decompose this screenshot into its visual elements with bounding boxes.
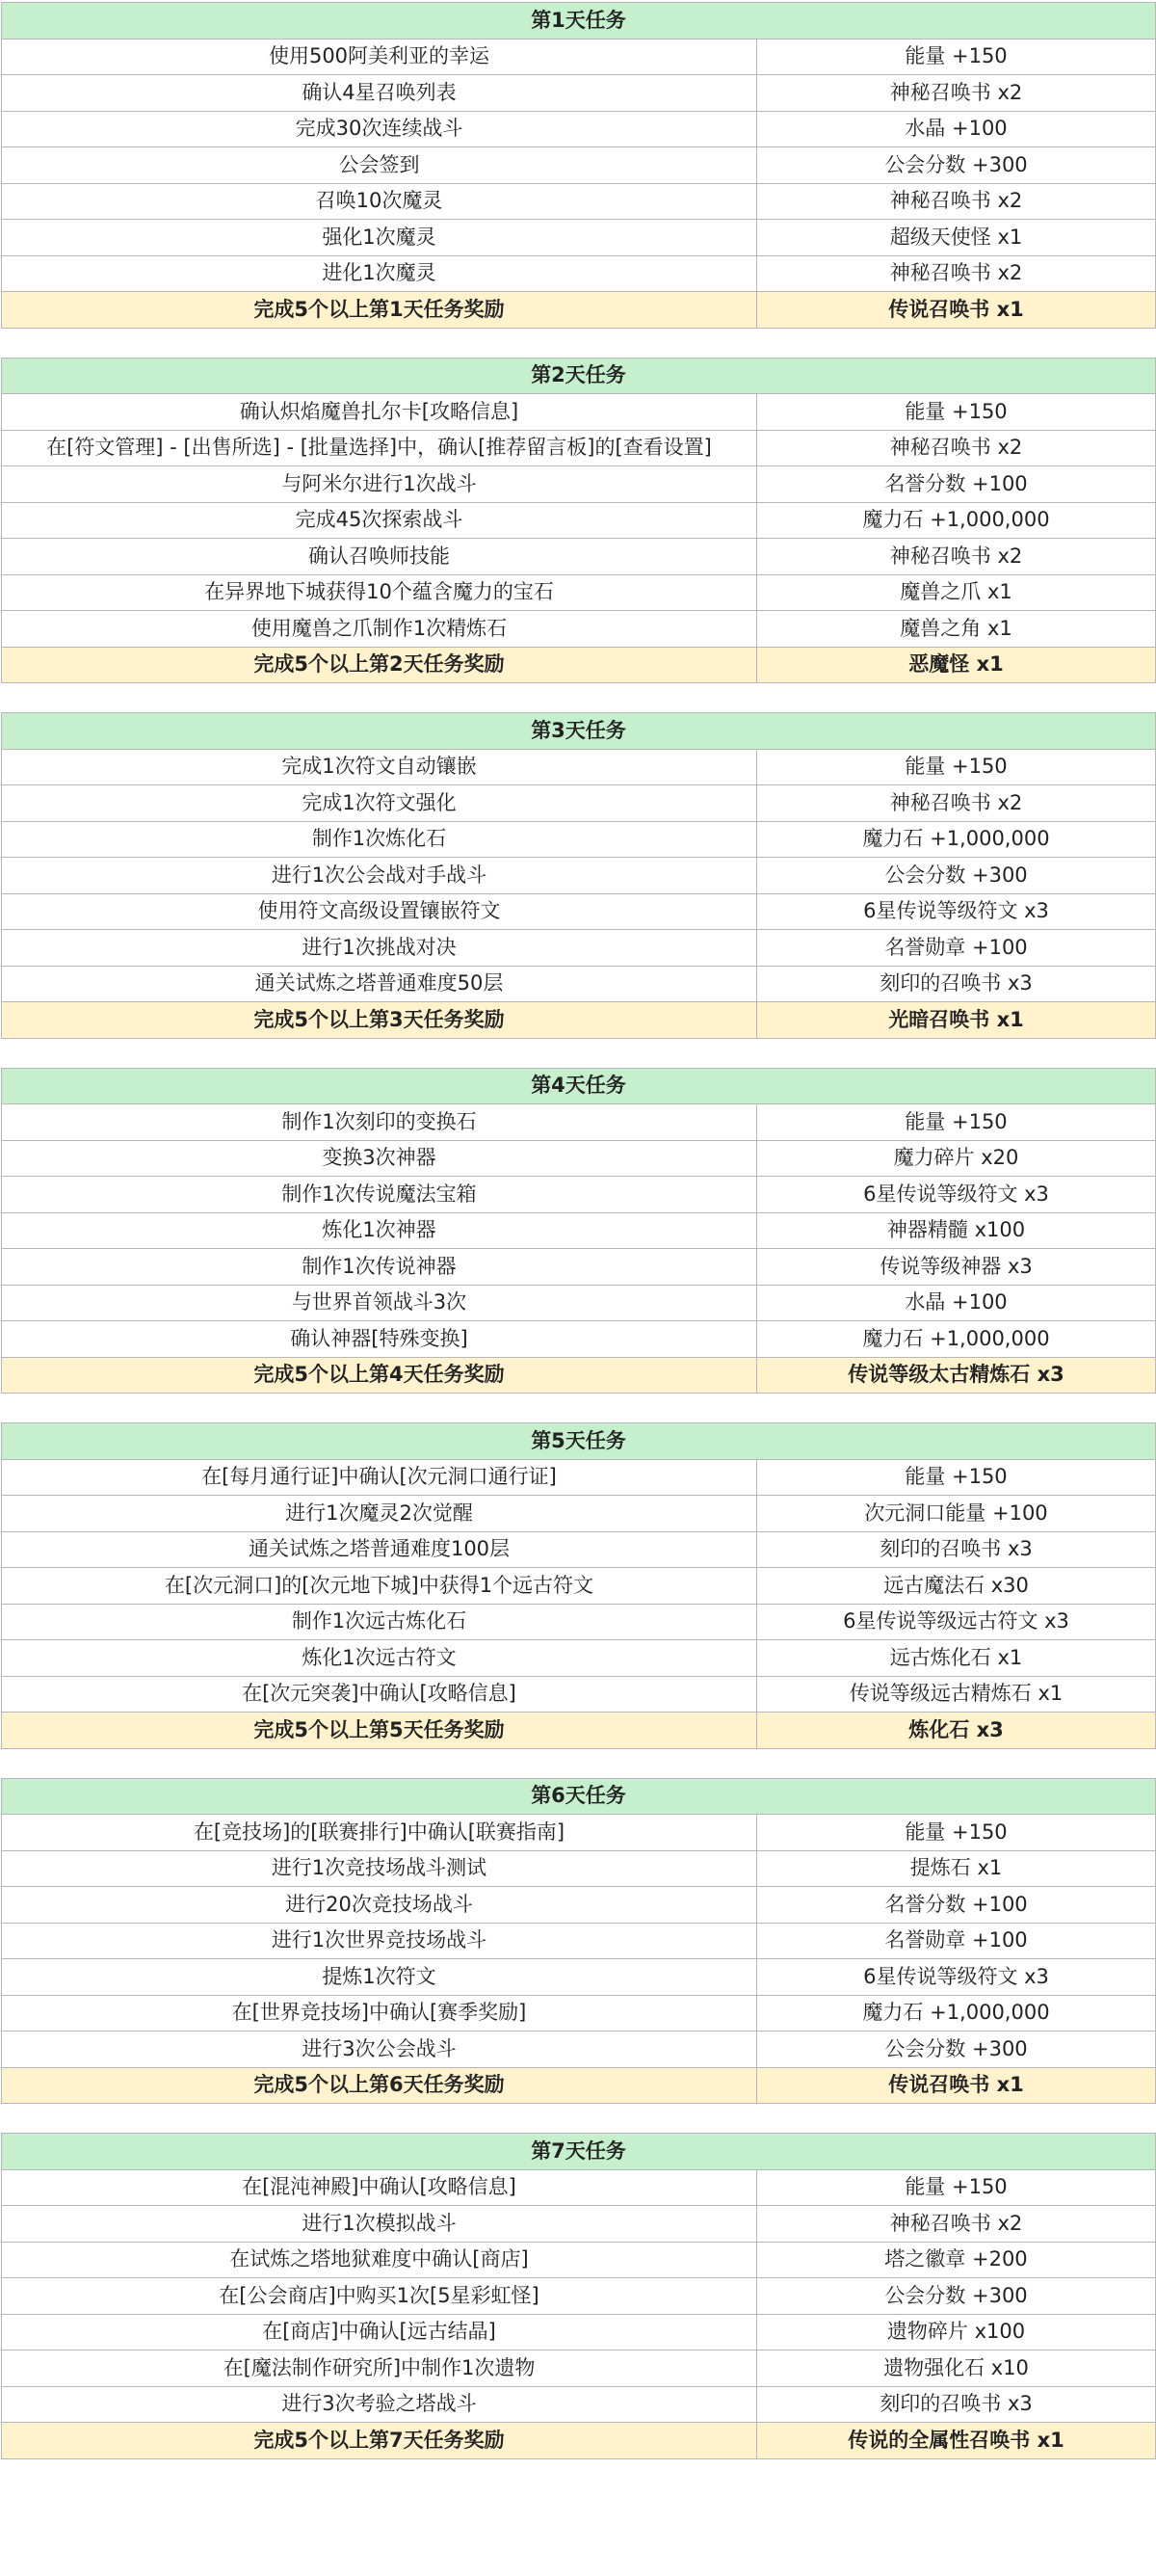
reward-cell: 神秘召唤书 x2 [757, 2206, 1156, 2243]
table-row [2, 1676, 1156, 1713]
table-row [2, 1850, 1156, 1887]
completion-reward-row [2, 1357, 1156, 1394]
table-row [2, 1104, 1156, 1141]
reward-cell: 魔力石 +1,000,000 [757, 1321, 1156, 1358]
completion-task-cell: 完成5个以上第2天任务奖励 [2, 647, 757, 683]
reward-cell: 刻印的召唤书 x3 [757, 2386, 1156, 2423]
table-header-row [2, 1068, 1156, 1104]
day-title: 第5天任务 [2, 1423, 1156, 1460]
completion-task-cell: 完成5个以上第3天任务奖励 [2, 1002, 757, 1039]
task-cell: 使用符文高级设置镶嵌符文 [2, 893, 757, 930]
reward-cell: 神秘召唤书 x2 [757, 183, 1156, 220]
table-row [2, 394, 1156, 431]
task-cell: 制作1次传说魔法宝箱 [2, 1177, 757, 1213]
task-cell: 进化1次魔灵 [2, 255, 757, 292]
day-1-mission-table [1, 2, 1156, 329]
table-header-row [2, 3, 1156, 40]
reward-cell: 神器精髓 x100 [757, 1212, 1156, 1249]
table-row [2, 2242, 1156, 2278]
table-row [2, 1321, 1156, 1358]
reward-cell: 公会分数 +300 [757, 858, 1156, 894]
task-cell: 进行1次挑战对决 [2, 930, 757, 967]
table-row [2, 111, 1156, 147]
table-row [2, 2278, 1156, 2315]
reward-cell: 传说等级远古精炼石 x1 [757, 1676, 1156, 1713]
reward-cell: 能量 +150 [757, 749, 1156, 785]
task-cell: 在[商店]中确认[远古结晶] [2, 2314, 757, 2350]
table-row [2, 785, 1156, 822]
task-cell: 进行3次考验之塔战斗 [2, 2386, 757, 2423]
day-title: 第2天任务 [2, 358, 1156, 394]
task-cell: 进行20次竞技场战斗 [2, 1887, 757, 1924]
task-cell: 在[次元突袭]中确认[攻略信息] [2, 1676, 757, 1713]
table-row [2, 430, 1156, 466]
task-cell: 在试炼之塔地狱难度中确认[商店] [2, 2242, 757, 2278]
task-cell: 在[公会商店]中购买1次[5星彩虹怪] [2, 2278, 757, 2315]
reward-cell: 能量 +150 [757, 1104, 1156, 1141]
reward-cell: 魔力碎片 x20 [757, 1140, 1156, 1177]
task-cell: 进行1次竞技场战斗测试 [2, 1850, 757, 1887]
reward-cell: 神秘召唤书 x2 [757, 75, 1156, 112]
task-cell: 强化1次魔灵 [2, 220, 757, 256]
table-row [2, 1459, 1156, 1496]
task-cell: 与阿米尔进行1次战斗 [2, 466, 757, 503]
table-row [2, 1177, 1156, 1213]
day-title: 第3天任务 [2, 713, 1156, 750]
task-cell: 完成1次符文自动镶嵌 [2, 749, 757, 785]
task-cell: 变换3次神器 [2, 1140, 757, 1177]
table-row [2, 574, 1156, 611]
completion-task-cell: 完成5个以上第6天任务奖励 [2, 2067, 757, 2104]
table-header-row [2, 1423, 1156, 1460]
reward-cell: 次元洞口能量 +100 [757, 1496, 1156, 1532]
day-5-mission-table [1, 1422, 1156, 1749]
table-row [2, 75, 1156, 112]
completion-reward-row [2, 2067, 1156, 2104]
task-cell: 在异界地下城获得10个蕴含魔力的宝石 [2, 574, 757, 611]
reward-cell: 能量 +150 [757, 2169, 1156, 2206]
task-cell: 在[竞技场]的[联赛排行]中确认[联赛指南] [2, 1815, 757, 1851]
reward-cell: 遗物强化石 x10 [757, 2350, 1156, 2387]
reward-cell: 刻印的召唤书 x3 [757, 1531, 1156, 1568]
task-cell: 制作1次炼化石 [2, 821, 757, 858]
task-cell: 召唤10次魔灵 [2, 183, 757, 220]
reward-cell: 神秘召唤书 x2 [757, 539, 1156, 575]
table-row [2, 2350, 1156, 2387]
table-row [2, 1285, 1156, 1321]
table-row [2, 502, 1156, 539]
task-cell: 确认4星召唤列表 [2, 75, 757, 112]
table-row [2, 2169, 1156, 2206]
day-title: 第6天任务 [2, 1778, 1156, 1815]
reward-cell: 提炼石 x1 [757, 1850, 1156, 1887]
reward-cell: 6星传说等级符文 x3 [757, 1177, 1156, 1213]
task-cell: 制作1次远古炼化石 [2, 1604, 757, 1640]
task-cell: 通关试炼之塔普通难度50层 [2, 966, 757, 1002]
task-cell: 在[次元洞口]的[次元地下城]中获得1个远古符文 [2, 1568, 757, 1605]
table-row [2, 2386, 1156, 2423]
table-header-row [2, 713, 1156, 750]
table-row [2, 1815, 1156, 1851]
reward-cell: 6星传说等级远古符文 x3 [757, 1604, 1156, 1640]
reward-cell: 魔兽之爪 x1 [757, 574, 1156, 611]
reward-cell: 传说等级神器 x3 [757, 1249, 1156, 1286]
day-4-mission-table [1, 1068, 1156, 1394]
reward-cell: 名誉勋章 +100 [757, 1923, 1156, 1959]
table-row [2, 255, 1156, 292]
task-cell: 进行1次模拟战斗 [2, 2206, 757, 2243]
day-2-mission-table [1, 358, 1156, 684]
reward-cell: 能量 +150 [757, 39, 1156, 75]
table-row [2, 611, 1156, 648]
completion-task-cell: 完成5个以上第7天任务奖励 [2, 2423, 757, 2459]
task-cell: 在[每月通行证]中确认[次元洞口通行证] [2, 1459, 757, 1496]
reward-cell: 公会分数 +300 [757, 2278, 1156, 2315]
table-row [2, 1959, 1156, 1996]
reward-cell: 远古魔法石 x30 [757, 1568, 1156, 1605]
day-title: 第7天任务 [2, 2134, 1156, 2170]
table-row [2, 821, 1156, 858]
completion-reward-cell: 传说召唤书 x1 [757, 292, 1156, 329]
completion-reward-cell: 炼化石 x3 [757, 1713, 1156, 1749]
reward-cell: 能量 +150 [757, 1459, 1156, 1496]
reward-cell: 塔之徽章 +200 [757, 2242, 1156, 2278]
reward-cell: 遗物碎片 x100 [757, 2314, 1156, 2350]
task-cell: 公会签到 [2, 147, 757, 184]
task-cell: 使用500阿美利亚的幸运 [2, 39, 757, 75]
table-row [2, 39, 1156, 75]
reward-cell: 刻印的召唤书 x3 [757, 966, 1156, 1002]
table-row [2, 1995, 1156, 2032]
table-row [2, 2314, 1156, 2350]
reward-cell: 公会分数 +300 [757, 147, 1156, 184]
table-row [2, 220, 1156, 256]
table-row [2, 1531, 1156, 1568]
reward-cell: 神秘召唤书 x2 [757, 255, 1156, 292]
day-title: 第1天任务 [2, 3, 1156, 40]
completion-task-cell: 完成5个以上第5天任务奖励 [2, 1713, 757, 1749]
completion-reward-cell: 传说的全属性召唤书 x1 [757, 2423, 1156, 2459]
table-row [2, 749, 1156, 785]
task-cell: 在[世界竞技场]中确认[赛季奖励] [2, 1995, 757, 2032]
task-cell: 进行1次世界竞技场战斗 [2, 1923, 757, 1959]
table-row [2, 1249, 1156, 1286]
table-row [2, 1568, 1156, 1605]
table-row [2, 183, 1156, 220]
completion-reward-row [2, 1713, 1156, 1749]
table-row [2, 1640, 1156, 1677]
table-row [2, 966, 1156, 1002]
task-cell: 进行3次公会战斗 [2, 2032, 757, 2068]
task-cell: 制作1次传说神器 [2, 1249, 757, 1286]
table-row [2, 2032, 1156, 2068]
table-row [2, 539, 1156, 575]
table-row [2, 930, 1156, 967]
task-cell: 在[魔法制作研究所]中制作1次遗物 [2, 2350, 757, 2387]
reward-cell: 6星传说等级符文 x3 [757, 893, 1156, 930]
table-header-row [2, 2134, 1156, 2170]
reward-cell: 水晶 +100 [757, 1285, 1156, 1321]
reward-cell: 魔力石 +1,000,000 [757, 821, 1156, 858]
reward-cell: 神秘召唤书 x2 [757, 430, 1156, 466]
day-title: 第4天任务 [2, 1068, 1156, 1104]
task-cell: 制作1次刻印的变换石 [2, 1104, 757, 1141]
table-row [2, 858, 1156, 894]
completion-reward-row [2, 647, 1156, 683]
table-row [2, 1496, 1156, 1532]
table-row [2, 893, 1156, 930]
table-row [2, 466, 1156, 503]
reward-cell: 能量 +150 [757, 1815, 1156, 1851]
table-row [2, 2206, 1156, 2243]
day-6-mission-table [1, 1778, 1156, 2105]
table-row [2, 147, 1156, 184]
table-header-row [2, 1778, 1156, 1815]
completion-reward-row [2, 1002, 1156, 1039]
reward-cell: 名誉分数 +100 [757, 466, 1156, 503]
reward-cell: 魔兽之角 x1 [757, 611, 1156, 648]
day-3-mission-table [1, 712, 1156, 1039]
task-cell: 与世界首领战斗3次 [2, 1285, 757, 1321]
task-cell: 完成45次探索战斗 [2, 502, 757, 539]
task-cell: 进行1次魔灵2次觉醒 [2, 1496, 757, 1532]
task-cell: 完成30次连续战斗 [2, 111, 757, 147]
reward-cell: 神秘召唤书 x2 [757, 785, 1156, 822]
completion-task-cell: 完成5个以上第4天任务奖励 [2, 1357, 757, 1394]
reward-cell: 魔力石 +1,000,000 [757, 1995, 1156, 2032]
task-cell: 确认神器[特殊变换] [2, 1321, 757, 1358]
reward-cell: 能量 +150 [757, 394, 1156, 431]
day-7-mission-table [1, 2133, 1156, 2459]
task-cell: 确认炽焰魔兽扎尔卡[攻略信息] [2, 394, 757, 431]
table-row [2, 1212, 1156, 1249]
table-row [2, 1887, 1156, 1924]
reward-cell: 魔力石 +1,000,000 [757, 502, 1156, 539]
task-cell: 提炼1次符文 [2, 1959, 757, 1996]
task-cell: 在[符文管理] - [出售所选] - [批量选择]中，确认[推荐留言板]的[查看设置] [2, 430, 757, 466]
completion-task-cell: 完成5个以上第1天任务奖励 [2, 292, 757, 329]
completion-reward-row [2, 292, 1156, 329]
completion-reward-cell: 光暗召唤书 x1 [757, 1002, 1156, 1039]
reward-cell: 公会分数 +300 [757, 2032, 1156, 2068]
task-cell: 炼化1次神器 [2, 1212, 757, 1249]
completion-reward-cell: 传说等级太古精炼石 x3 [757, 1357, 1156, 1394]
task-cell: 在[混沌神殿]中确认[攻略信息] [2, 2169, 757, 2206]
completion-reward-row [2, 2423, 1156, 2459]
reward-cell: 名誉分数 +100 [757, 1887, 1156, 1924]
table-row [2, 1923, 1156, 1959]
task-cell: 使用魔兽之爪制作1次精炼石 [2, 611, 757, 648]
reward-cell: 名誉勋章 +100 [757, 930, 1156, 967]
completion-reward-cell: 恶魔怪 x1 [757, 647, 1156, 683]
completion-reward-cell: 传说召唤书 x1 [757, 2067, 1156, 2104]
reward-cell: 超级天使怪 x1 [757, 220, 1156, 256]
table-row [2, 1604, 1156, 1640]
task-cell: 完成1次符文强化 [2, 785, 757, 822]
table-row [2, 1140, 1156, 1177]
reward-cell: 远古炼化石 x1 [757, 1640, 1156, 1677]
task-cell: 通关试炼之塔普通难度100层 [2, 1531, 757, 1568]
task-cell: 炼化1次远古符文 [2, 1640, 757, 1677]
task-cell: 确认召唤师技能 [2, 539, 757, 575]
reward-cell: 6星传说等级符文 x3 [757, 1959, 1156, 1996]
table-header-row [2, 358, 1156, 394]
task-cell: 进行1次公会战对手战斗 [2, 858, 757, 894]
reward-cell: 水晶 +100 [757, 111, 1156, 147]
